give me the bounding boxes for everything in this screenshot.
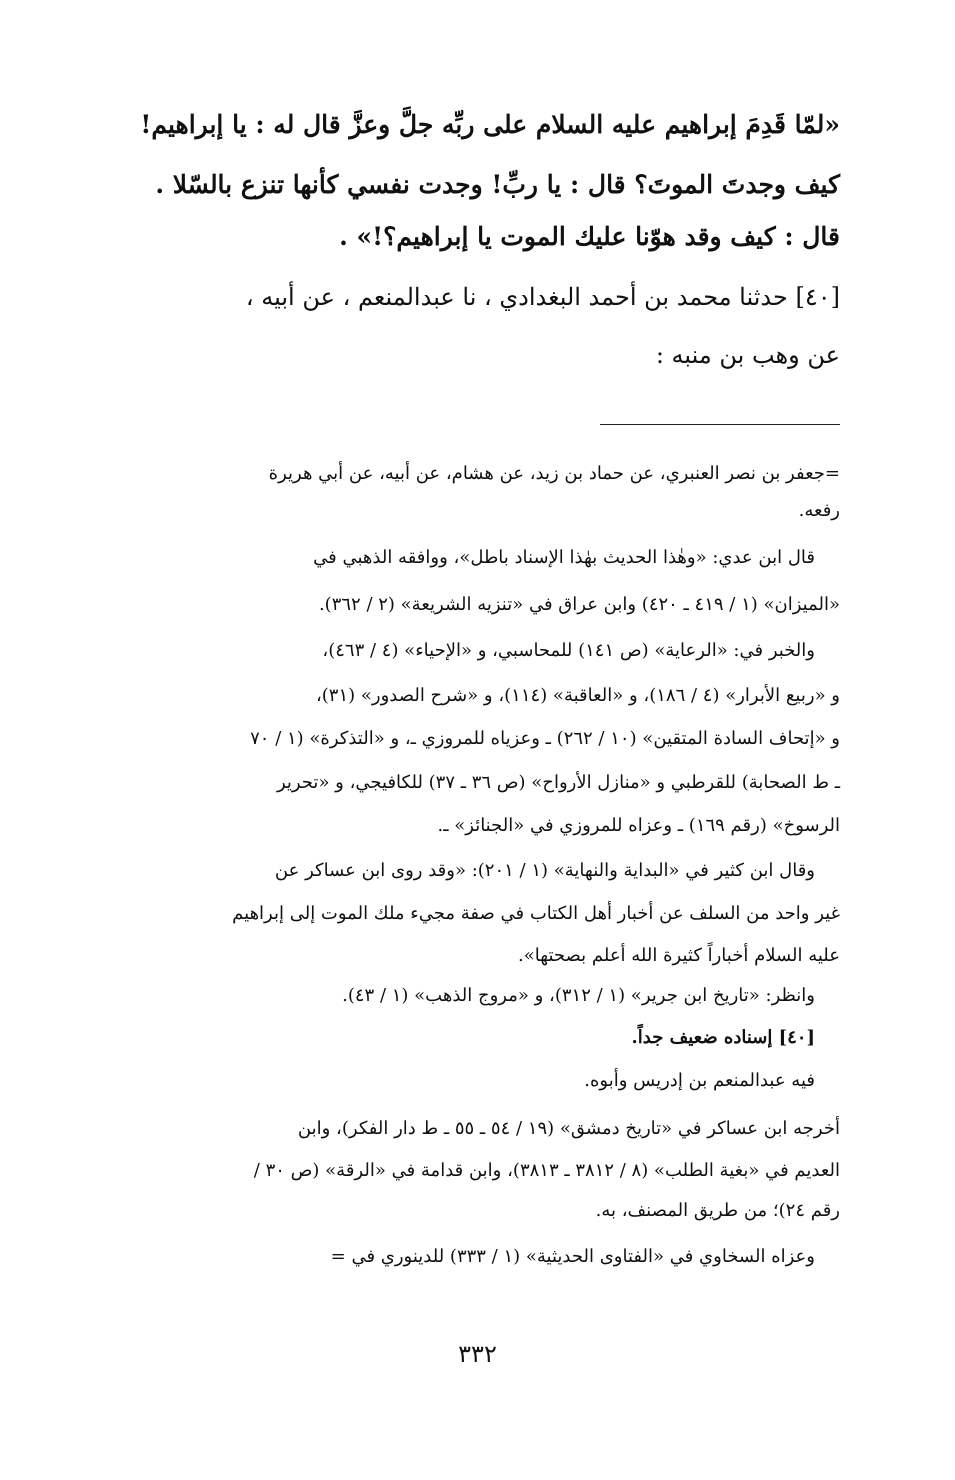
- page-number: ٣٣٢: [458, 1340, 497, 1368]
- footnote-line: ـ ط الصحابة) للقرطبي و «منازل الأرواح» (ص ٣٦ ـ ٣٧) للكافيجي، و «تحرير: [276, 772, 840, 793]
- footnote-separator: [600, 424, 840, 425]
- main-text-line: عن وهب بن منبه :: [655, 341, 840, 369]
- footnote-line: رقم ٢٤)؛ من طريق المصنف، به.: [595, 1200, 840, 1221]
- footnote-line: «الميزان» (١ / ٤١٩ ـ ٤٢٠) وابن عراق في «تنزيه الشريعة» (٢ / ٣٦٢).: [318, 594, 840, 615]
- footnote-line: قال ابن عدي: «وهٰذا الحديث بهٰذا الإسناد باطل»، ووافقه الذهبي في: [313, 547, 815, 568]
- footnote-line: عليه السلام أخباراً كثيرة الله أعلم بصحتها».: [517, 945, 840, 966]
- footnote-hadith-heading: [٤٠] إسناده ضعيف جداً.: [631, 1027, 815, 1048]
- hadith-number-line: [٤٠] حدثنا محمد بن أحمد البغدادي ، نا عبدالمنعم ، عن أبيه ،: [245, 283, 840, 311]
- footnote-line: رفعه.: [798, 500, 840, 521]
- main-text-line: قال : كيف وقد هوّنا عليك الموت يا إبراهيم؟!» .: [339, 222, 840, 251]
- footnote-line: وقال ابن كثير في «البداية والنهاية» (١ / ٢٠١): «وقد روى ابن عساكر عن: [274, 860, 815, 881]
- footnote-line: و «إتحاف السادة المتقين» (١٠ / ٢٦٢) ـ وعزياه للمروزي ـ، و «التذكرة» (١ / ٧٠: [250, 728, 840, 749]
- footnote-line: والخبر في: «الرعاية» (ص ١٤١) للمحاسبي، و «الإحياء» (٤ / ٤٦٣)،: [322, 640, 815, 661]
- footnote-line: وعزاه السخاوي في «الفتاوى الحديثية» (١ / ٣٣٣) للدينوري في =: [330, 1246, 815, 1267]
- footnote-line: =جعفر بن نصر العنبري، عن حماد بن زيد، عن هشام، عن أبيه، عن أبي هريرة: [268, 463, 840, 484]
- footnote-line: غير واحد من السلف عن أخبار أهل الكتاب في صفة مجيء ملك الموت إلى إبراهيم: [232, 903, 840, 924]
- main-text-line: «لمّا قَدِمَ إبراهيم عليه السلام على ربِّه جلَّ وعزَّ قال له : يا إبراهيم!: [140, 110, 840, 139]
- footnote-line: وانظر: «تاريخ ابن جرير» (١ / ٣١٢)، و «مروج الذهب» (١ / ٤٣).: [342, 985, 815, 1006]
- footnote-line: الرسوخ» (رقم ١٦٩) ـ وعزاه للمروزي في «الجنائز» ـ.: [437, 815, 840, 836]
- footnote-line: العديم في «بغية الطلب» (٨ / ٣٨١٢ ـ ٣٨١٣)، وابن قدامة في «الرقة» (ص ٣٠ /: [253, 1160, 840, 1181]
- footnote-line: أخرجه ابن عساكر في «تاريخ دمشق» (١٩ / ٥٤ ـ ٥٥ ـ ط دار الفكر)، وابن: [297, 1118, 840, 1139]
- footnote-line: و «ربيع الأبرار» (٤ / ١٨٦)، و «العاقبة» (١١٤)، و «شرح الصدور» (٣١)،: [315, 685, 840, 706]
- main-text-line: كيف وجدتَ الموتَ؟ قال : يا ربِّ! وجدت نفسي كأنها تنزع بالسّلا .: [155, 170, 840, 199]
- footnote-line: فيه عبدالمنعم بن إدريس وأبوه.: [584, 1070, 815, 1091]
